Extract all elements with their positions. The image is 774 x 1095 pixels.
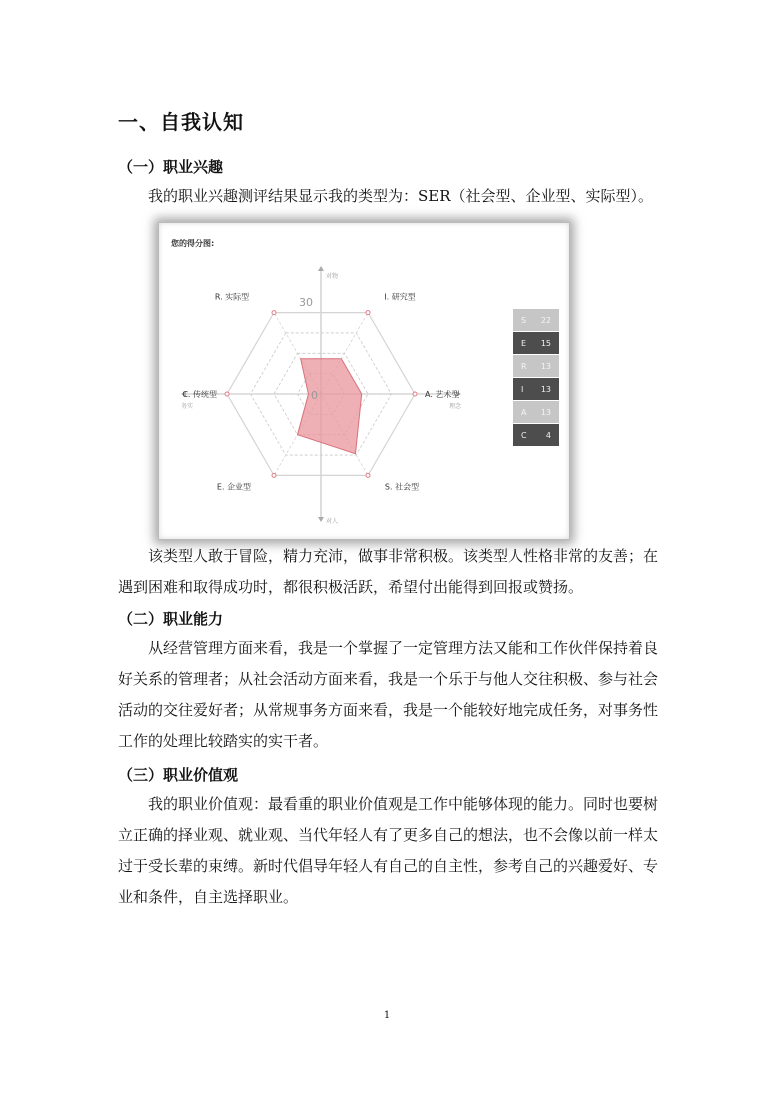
vertex-marker-0 [272,311,276,315]
score-value: 13 [540,407,551,417]
score-value: 15 [540,338,551,348]
axis-label-5: C. 传统型 [182,390,217,399]
direction-label-right: 理念 [448,403,461,410]
score-polygon [298,359,362,454]
vertex-marker-4 [272,473,276,477]
axis-label-3: S. 社会型 [384,482,420,492]
score-value: 4 [545,430,551,440]
vertex-marker-1 [366,311,370,315]
axis-label-2: A. 艺术型 [425,390,460,399]
chart-title: 您的得分图: [171,239,215,248]
score-table [513,309,559,447]
page-number: 1 [383,1010,391,1021]
holland-score-figure [158,222,570,540]
score-row-r [513,355,559,377]
axis-label-4: E. 企业型 [216,482,252,492]
scale-label-max: 30 [299,296,313,309]
score-row-e [513,332,559,354]
axis-arrow-top [318,266,324,271]
section-title-values: （三）职业价值观 [118,766,239,784]
vertex-marker-3 [366,473,370,477]
interest-description-paragraph: 该类型人敢于冒险，精力充沛，做事非常积极。该类型人性格非常的友善；在遇到困难和取得成功时，都很积极活跃，希望付出能得到回报或赞扬。 [118,547,659,596]
score-code: A [521,407,527,417]
score-value: 13 [540,384,551,394]
direction-label-top: 对物 [326,273,339,280]
score-row-s [513,309,559,331]
direction-label-bottom: 对人 [326,518,339,525]
axis-label-0: R. 实际型 [214,292,250,302]
values-paragraph: 我的职业价值观：最看重的职业价值观是工作中能够体现的能力。同时也要树立正确的择业观、就业观、当代年轻人有了更多自己的想法，也不会像以前一样太过于受长辈的束缚。新时代倡导年轻人有自己的自主性，参考自己的兴趣爱好、专业和条件，自主选择职业。 [118,795,659,906]
score-value: 22 [540,315,551,325]
page-heading: 一、自我认知 [118,110,244,134]
section-title-interest: （一）职业兴趣 [118,158,224,176]
direction-label-left: 务实 [181,403,194,410]
score-row-c [513,424,559,446]
radar-chart [159,223,569,539]
vertex-marker-2 [413,392,417,396]
interest-intro-paragraph: 我的职业兴趣测评结果显示我的类型为：SER（社会型、企业型、实际型）。 [148,187,654,205]
score-code: R [521,361,527,371]
score-value: 13 [540,361,551,371]
score-code: I [521,384,524,394]
score-row-i [513,378,559,400]
vertex-marker-5 [225,392,229,396]
axis-label-1: I. 研究型 [384,292,416,302]
score-code: C [521,430,527,440]
score-code: E [521,338,527,348]
ability-paragraph: 从经营管理方面来看，我是一个掌握了一定管理方法又能和工作伙伴保持着良好关系的管理者；从社会活动方面来看，我是一个乐于与他人交往积极、参与社会活动的交往爱好者；从常规事务方面来看，我是一个能较好地完成任务，对事务性工作的处理比较踏实的实干者。 [118,639,659,750]
axis-arrow-bottom [318,517,324,522]
scale-label-min: 0 [311,389,318,402]
score-row-a [513,401,559,423]
score-code: S [521,315,527,325]
section-title-ability: （二）职业能力 [118,610,224,628]
